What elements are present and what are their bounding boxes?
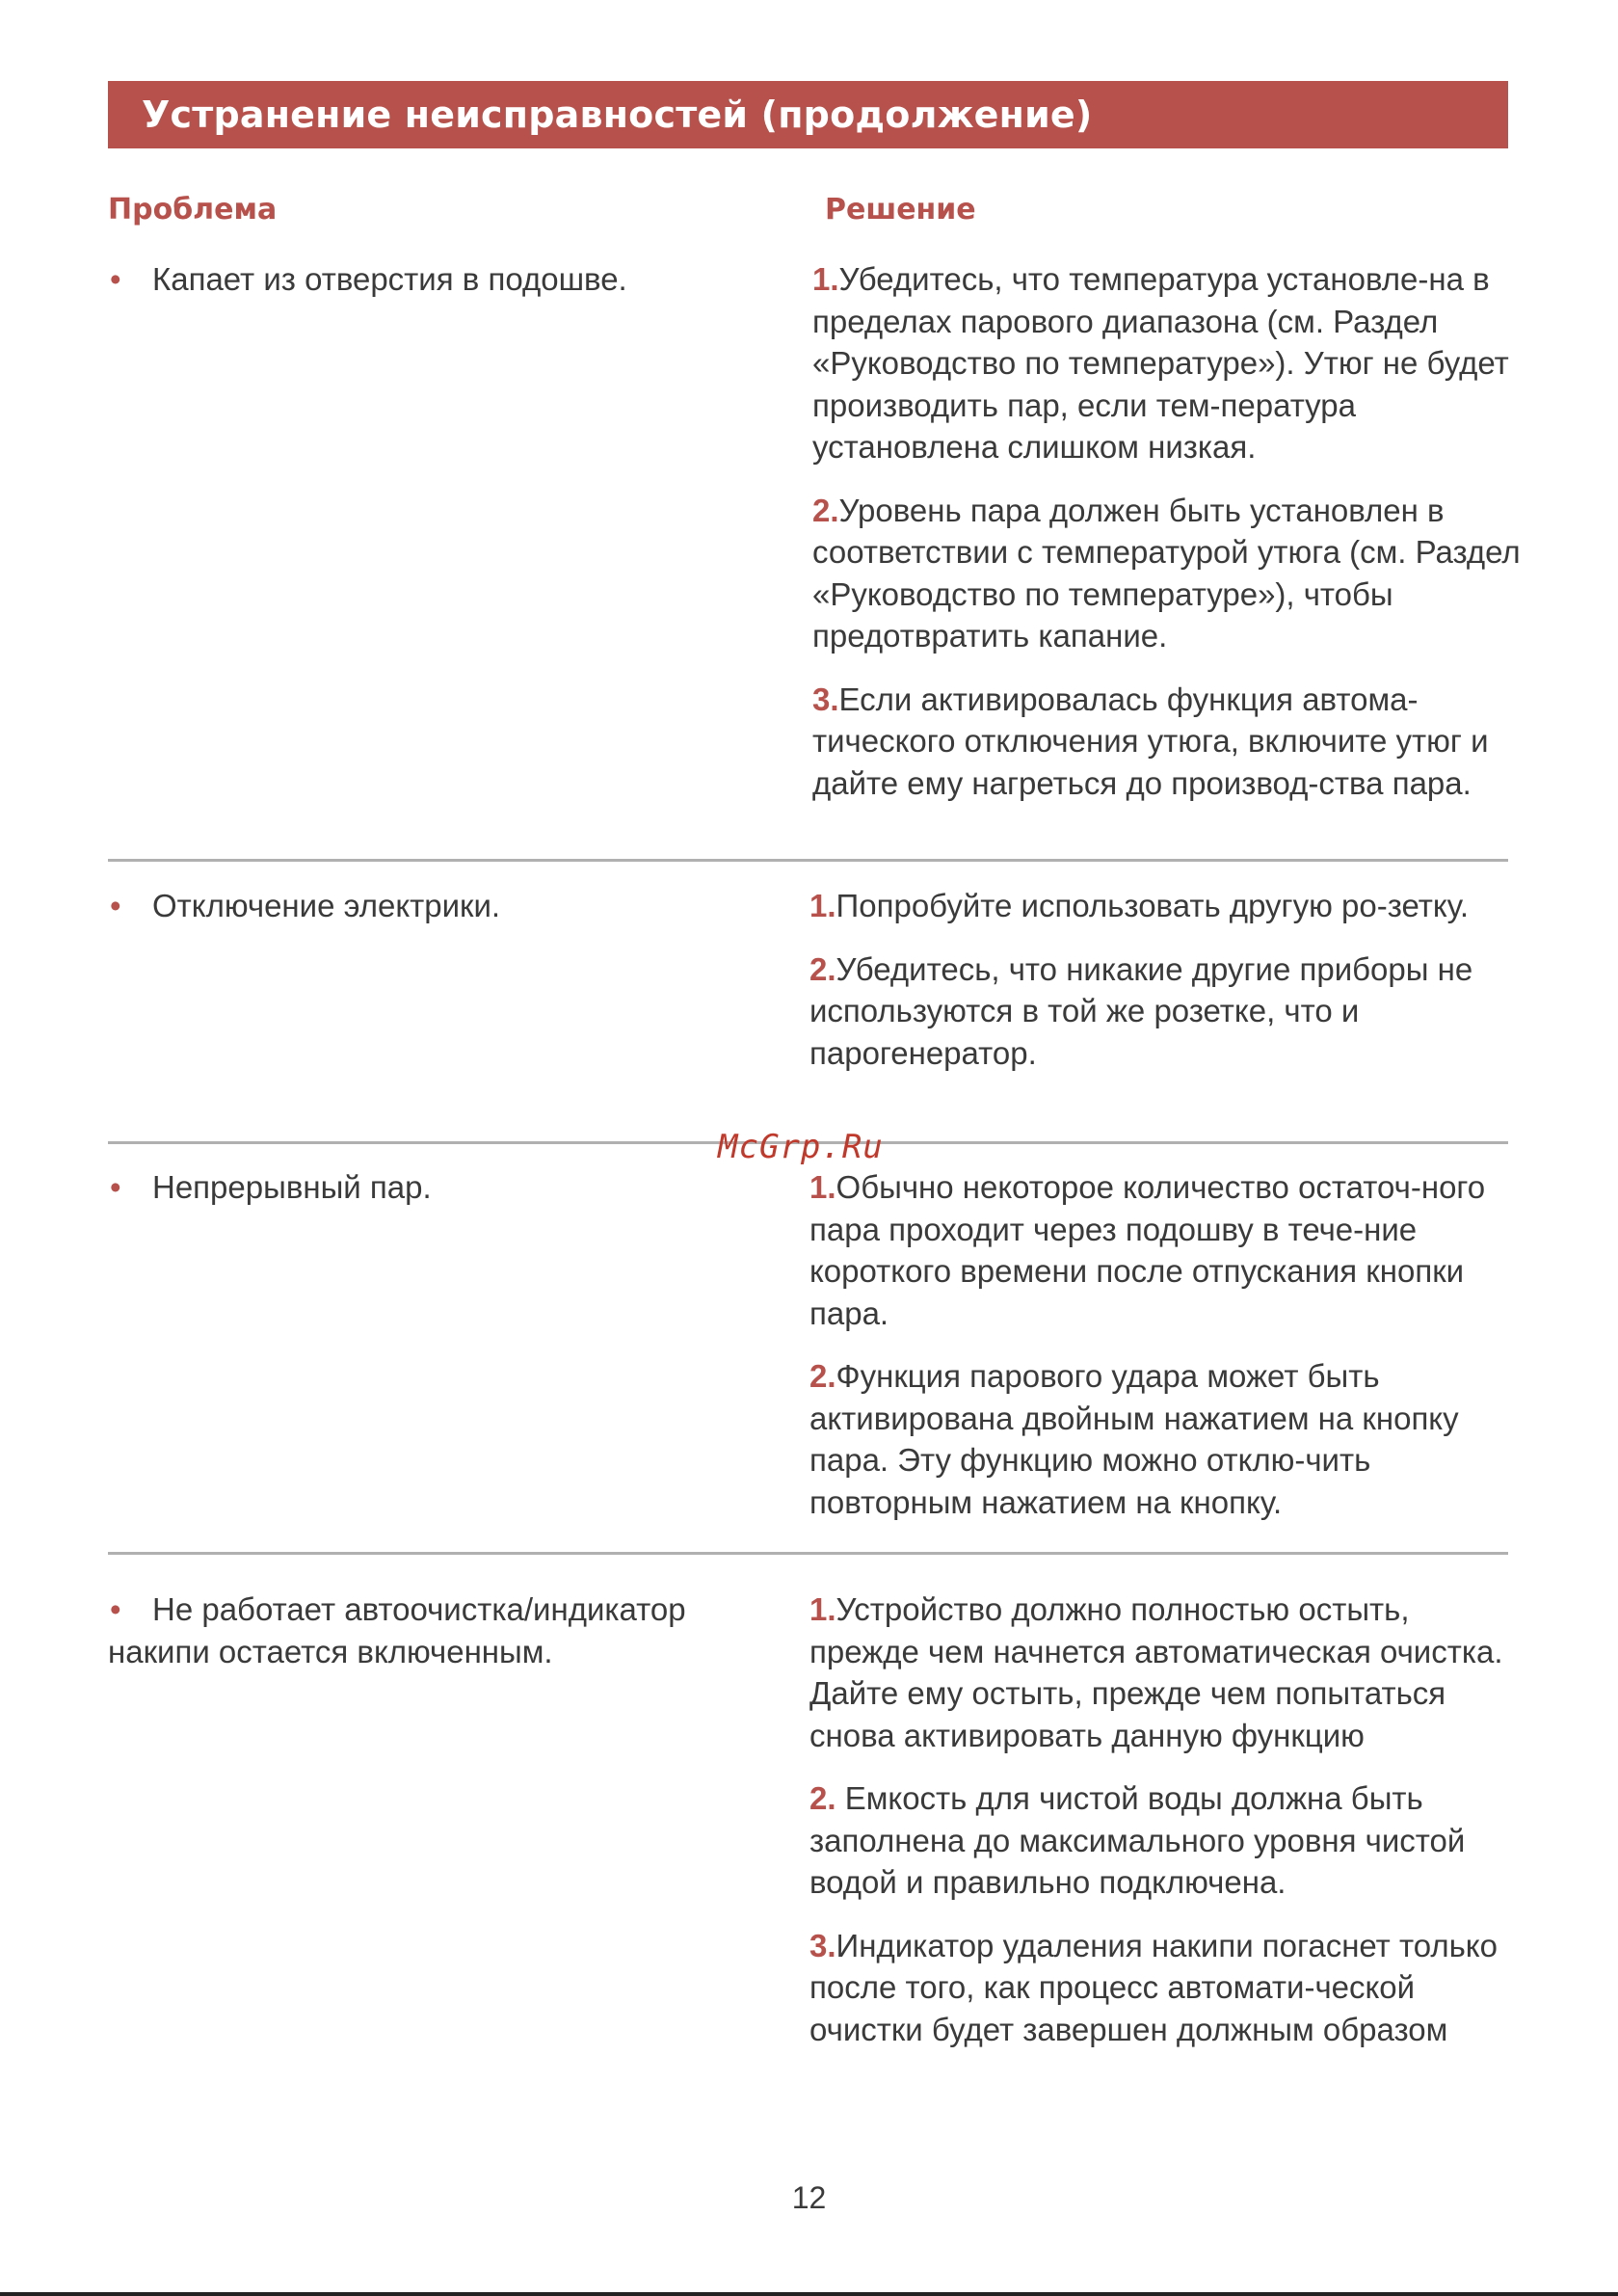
step-text: Индикатор удаления накипи погаснет только после того, как процесс автомати-ческой очистки будет завершен должным образом <box>809 1927 1498 2047</box>
problem-column-header: Проблема <box>108 193 278 227</box>
solution-list <box>809 885 1523 1095</box>
step-number: 1. <box>812 261 839 297</box>
step-text: Емкость для чистой воды должна быть заполнена до максимального уровня чистой водой и правильно подключена. <box>809 1780 1466 1900</box>
solution-step <box>809 948 1523 1075</box>
solution-step <box>809 1925 1523 2051</box>
problem-item <box>108 1589 763 1673</box>
step-number: 3. <box>812 681 839 717</box>
problem-item <box>108 885 763 927</box>
solution-step <box>809 1777 1523 1904</box>
problem-text: Непрерывный пар. <box>152 1169 432 1205</box>
step-number: 1. <box>809 888 836 923</box>
solution-column-header: Решение <box>825 193 976 227</box>
title-banner <box>108 81 1508 148</box>
step-number: 2. <box>809 1358 836 1394</box>
watermark: McGrp.Ru <box>718 1128 884 1166</box>
step-text: Убедитесь, что температура установле-на в пределах парового диапазона (см. Раздел «Руководство по температуре»). Утюг не будет производить пар, если тем-пература установлена слишком низкая. <box>812 261 1509 465</box>
step-number: 2. <box>809 1780 836 1816</box>
step-text: Убедитесь, что никакие другие приборы не используются в той же розетке, что и парогенератор. <box>809 950 1473 1071</box>
step-number: 1. <box>809 1169 836 1205</box>
solution-step <box>809 1166 1523 1334</box>
page-title: Устранение неисправностей (продолжение) <box>142 93 1093 136</box>
step-text: Функция парового удара может быть активирована двойным нажатием на кнопку пара. Эту функцию можно отклю-чить повторным нажатием на кнопку. <box>809 1358 1459 1520</box>
problem-item <box>108 1166 763 1209</box>
page-number: 12 <box>791 2180 827 2215</box>
step-number: 2. <box>809 950 836 987</box>
bullet-icon: • <box>110 888 121 923</box>
row-divider <box>108 1552 1508 1555</box>
step-number: 1. <box>809 1591 836 1627</box>
problem-item <box>108 258 763 301</box>
problem-text: Отключение электрики. <box>152 888 501 923</box>
solution-step <box>812 258 1525 468</box>
row-divider <box>108 859 1508 862</box>
solution-step <box>809 885 1523 927</box>
bottom-edge-bar <box>0 2292 1618 2296</box>
solution-step <box>809 1355 1523 1523</box>
solution-list <box>812 258 1525 825</box>
bullet-icon: • <box>110 261 121 297</box>
solution-step <box>812 679 1525 805</box>
solution-list <box>809 1166 1523 1544</box>
solution-list <box>809 1589 1523 2071</box>
problem-text: Не работает автоочистка/индикатор накипи остается включенным. <box>108 1591 686 1669</box>
step-text: Уровень пара должен быть установлен в соответствии с температурой утюга (см. Раздел «Руководство по температуре»), чтобы предотвратить капание. <box>812 492 1521 654</box>
step-text: Устройство должно полностью остыть, прежде чем начнется автоматическая очистка. Дайте ему остыть, прежде чем попытаться снова активировать данную функцию <box>809 1591 1503 1753</box>
step-text: Если активировалась функция автома-тического отключения утюга, включите утюг и дайте ему нагреться до производ-ства пара. <box>812 681 1489 801</box>
step-number: 3. <box>809 1927 836 1963</box>
problem-text: Капает из отверстия в подошве. <box>152 261 627 297</box>
step-number: 2. <box>812 492 839 528</box>
bullet-icon: • <box>110 1169 121 1205</box>
bullet-icon: • <box>110 1591 121 1627</box>
step-text: Обычно некоторое количество остаточ-ного пара проходит через подошву в тече-ние короткого времени после отпускания кнопки пара. <box>809 1169 1486 1331</box>
solution-step <box>809 1589 1523 1756</box>
solution-step <box>812 490 1525 657</box>
step-text: Попробуйте использовать другую ро-зетку. <box>836 888 1470 923</box>
